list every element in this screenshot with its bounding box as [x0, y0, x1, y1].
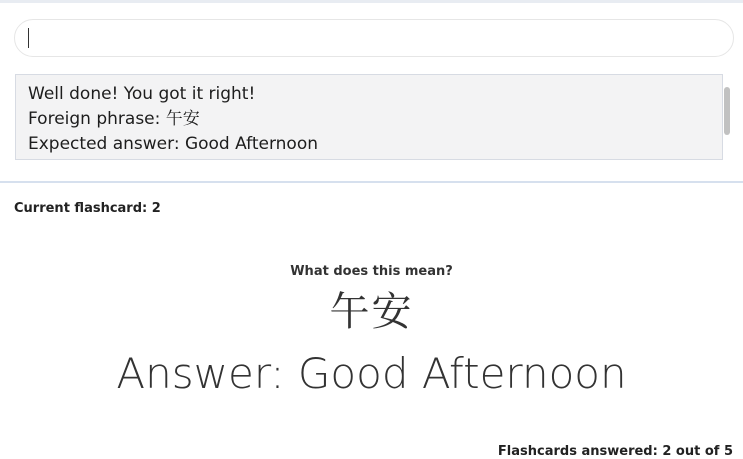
feedback-scrollbar[interactable]: [724, 87, 730, 135]
flashcards-progress: Flashcards answered: 2 out of 5: [497, 444, 733, 459]
answer-input[interactable]: [14, 19, 734, 57]
feedback-result: Well done! You got it right!: [28, 84, 256, 104]
flashcard-prompt: What does this mean?: [290, 264, 453, 279]
flashcard-answer: Answer: Good Afternoon: [116, 349, 627, 398]
panel-divider: [0, 181, 743, 183]
text-caret: [28, 28, 29, 48]
feedback-box[interactable]: [15, 74, 723, 160]
answer-panel: [0, 0, 743, 183]
flashcard-foreign-phrase: 午安: [329, 289, 414, 335]
feedback-expected-answer: Expected answer: Good Afternoon: [28, 134, 318, 154]
feedback-foreign-phrase: Foreign phrase: 午安: [28, 109, 200, 129]
current-flashcard-label: Current flashcard: 2: [14, 201, 161, 216]
